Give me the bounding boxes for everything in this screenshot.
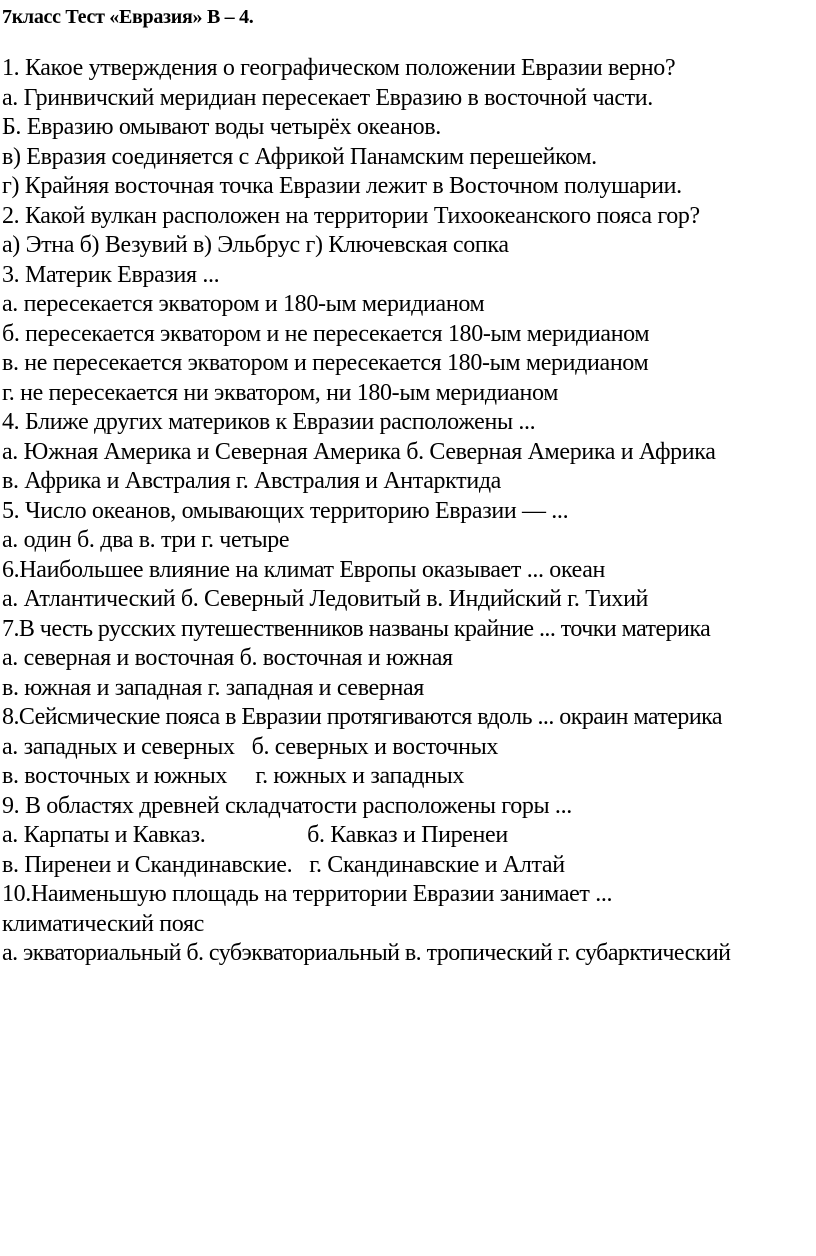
answer-options: в. Африка и Австралия г. Австралия и Антарктида [2, 468, 501, 494]
answer-options: в. восточных и южных г. южных и западных [2, 763, 465, 789]
question-2: 2. Какой вулкан расположен на территории Тихоокеанского пояса гор? [2, 202, 700, 229]
question-8: 8.Сейсмические пояса в Евразии протягиваются вдоль ... окраин материка [2, 704, 722, 730]
test-title: 7класс Тест «Евразия» В – 4. [2, 6, 254, 28]
question-3: 3. Материк Евразия ... [2, 261, 220, 288]
question-10-continuation: климатический пояс [2, 910, 204, 937]
question-6: 6.Наибольшее влияние на климат Европы оказывает ... океан [2, 556, 606, 583]
answer-options: в. южная и западная г. западная и северная [2, 674, 424, 701]
answer-options: а. Карпаты и Кавказ. б. Кавказ и Пиренеи [2, 822, 508, 848]
question-9: 9. В областях древней складчатости расположены горы ... [2, 792, 572, 819]
answer-options: а. Южная Америка и Северная Америка б. Северная Америка и Африка [2, 438, 716, 465]
question-5: 5. Число океанов, омывающих территорию Евразии — ... [2, 497, 569, 524]
answer-options: а. северная и восточная б. восточная и южная [2, 645, 453, 671]
answer-option: в) Евразия соединяется с Африкой Панамским перешейком. [2, 143, 597, 170]
answer-options: а) Этна б) Везувий в) Эльбрус г) Ключевская сопка [2, 232, 509, 258]
answer-option: Б. Евразию омывают воды четырёх океанов. [2, 114, 441, 140]
question-1: 1. Какое утверждения о географическом положении Евразии верно? [2, 55, 676, 81]
answer-options: а. западных и северных б. северных и восточных [2, 733, 499, 760]
question-10: 10.Наименьшую площадь на территории Евразии занимает ... [2, 881, 613, 907]
answer-option: а. Гринвичский меридиан пересекает Евразию в восточной части. [2, 84, 653, 111]
answer-options: а. Атлантический б. Северный Ледовитый в. Индийский г. Тихий [2, 586, 649, 612]
answer-options: а. один б. два в. три г. четыре [2, 527, 290, 553]
question-4: 4. Ближе других материков к Евразии расположены ... [2, 409, 536, 435]
answer-option: г) Крайняя восточная точка Евразии лежит в Восточном полушарии. [2, 173, 682, 199]
answer-options: а. экваториальный б. субэкваториальный в. тропический г. субарктический [2, 940, 731, 966]
answer-option: в. не пересекается экватором и пересекается 180-ым меридианом [2, 350, 649, 376]
answer-option: а. пересекается экватором и 180-ым меридианом [2, 291, 485, 317]
test-body [2, 54, 816, 969]
question-7: 7.В честь русских путешественников названы крайние ... точки материка [2, 615, 711, 642]
answer-options: в. Пиренеи и Скандинавские. г. Скандинавские и Алтай [2, 851, 565, 878]
answer-option: б. пересекается экватором и не пересекается 180-ым меридианом [2, 320, 650, 347]
answer-option: г. не пересекается ни экватором, ни 180-ым меридианом [2, 379, 559, 406]
